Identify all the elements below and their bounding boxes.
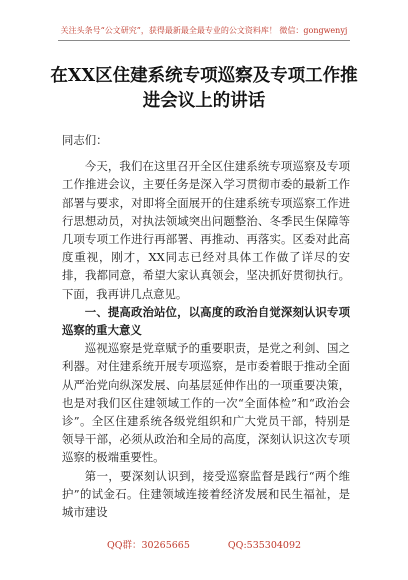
footer-contacts bbox=[0, 540, 408, 552]
section-heading-1: 一、提高政治站位，以高度的政治自觉深刻认识专项巡察的重大意义 bbox=[62, 304, 350, 338]
paragraph-opening: 今天，我们在这里召开全区住建系统专项巡察及专项工作推进会议，主要任务是深入学习贯彻市委的最新工作部署与要求，对即将全面展开的住建系统专项巡察工作进行思想动员，对执法领域突出问题整治、冬季民生保障等几项专项工作进行再部署、再推动、再落实。区委对此高度重视，刚才，XX同志已经对具体工作做了详尽的安排，我都同意，希望大家认真领会，坚决抓好贯彻执行。下面，我再讲几点意见。 bbox=[62, 159, 350, 301]
footer-qq: QQ:535304092 bbox=[227, 540, 302, 551]
document-body bbox=[62, 131, 350, 521]
header-banner: 关注头条号“公文研究”，获得最新最全最专业的公文资料库！ 微信：gongwenyj bbox=[60, 26, 348, 35]
document-title: 在XX区住建系统专项巡察及专项工作推进会议上的讲话 bbox=[50, 66, 358, 111]
footer-qq-group: QQ群：30265665 bbox=[106, 540, 190, 551]
salutation: 同志们： bbox=[62, 133, 108, 147]
paragraph-first-point: 第一，要深刻认识到，接受巡察监督是践行“两个维护”的试金石。住建领域连接着经济发展和民生福祉，是城市建设 bbox=[62, 468, 350, 520]
header-divider bbox=[58, 40, 350, 41]
paragraph-inspection-significance: 巡视巡察是党章赋予的重要职责，是党之利剑、国之利器。对住建系统开展专项巡察，是市委着眼于推动全面从严治党向纵深发展、向基层延伸作出的一项重要决策，也是对我们区住建领域工作的一次“全面体检”和“政治会诊”。全区住建系统各级党组织和广大党员干部，特别是领导干部，必须从政治和全局的高度，深刻认识这次专项巡察的极端重要性。 bbox=[62, 341, 350, 465]
